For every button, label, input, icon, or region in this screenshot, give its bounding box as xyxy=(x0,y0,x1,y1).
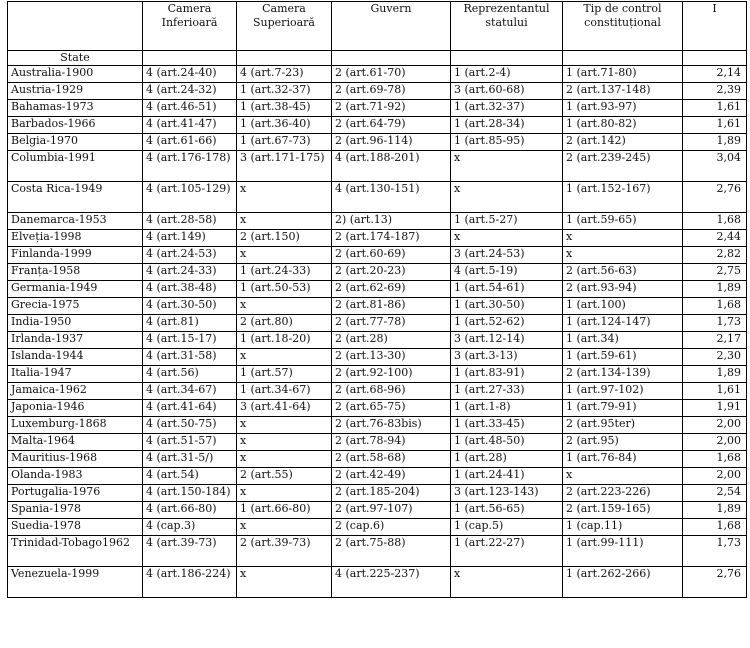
empty-cell xyxy=(563,51,683,66)
government-cell: 2 (art.77-78) xyxy=(332,315,451,332)
state-name-cell: Finlanda-1999 xyxy=(8,247,143,264)
lower-chamber-cell: 4 (art.41-64) xyxy=(143,400,237,417)
table-row xyxy=(8,502,747,519)
index-value-cell: 2,00 xyxy=(683,468,747,485)
constitutional-control-cell: x xyxy=(563,247,683,264)
index-value-cell: 1,61 xyxy=(683,100,747,117)
constitutional-control-cell: 1 (art.59-61) xyxy=(563,349,683,366)
table-row xyxy=(8,536,747,567)
state-name-cell: Grecia-1975 xyxy=(8,298,143,315)
table-row xyxy=(8,519,747,536)
state-label-row xyxy=(8,51,747,66)
constitutional-control-cell: 1 (art.80-82) xyxy=(563,117,683,134)
table-row xyxy=(8,451,747,468)
constitutional-control-cell: 1 (cap.11) xyxy=(563,519,683,536)
head-of-state-cell: 1 (art.5-27) xyxy=(451,213,563,230)
table-row xyxy=(8,264,747,281)
constitutional-control-cell: x xyxy=(563,468,683,485)
upper-chamber-cell: 2 (art.80) xyxy=(237,315,332,332)
head-of-state-cell: 3 (art.123-143) xyxy=(451,485,563,502)
state-name-cell: India-1950 xyxy=(8,315,143,332)
state-name-cell: Columbia-1991 xyxy=(8,151,143,182)
state-name-cell: Malta-1964 xyxy=(8,434,143,451)
index-value-cell: 1,68 xyxy=(683,298,747,315)
government-cell: 2 (art.174-187) xyxy=(332,230,451,247)
lower-chamber-cell: 4 (art.150-184) xyxy=(143,485,237,502)
lower-chamber-cell: 4 (art.24-33) xyxy=(143,264,237,281)
upper-chamber-cell: x xyxy=(237,213,332,230)
upper-chamber-cell: x xyxy=(237,485,332,502)
index-value-cell: 2,39 xyxy=(683,83,747,100)
state-name-cell: Barbados-1966 xyxy=(8,117,143,134)
state-name-cell: Costa Rica-1949 xyxy=(8,182,143,213)
index-value-cell: 1,68 xyxy=(683,519,747,536)
index-value-cell: 1,73 xyxy=(683,536,747,567)
empty-cell xyxy=(237,51,332,66)
upper-chamber-cell: x xyxy=(237,519,332,536)
lower-chamber-cell: 4 (art.81) xyxy=(143,315,237,332)
head-of-state-cell: 1 (art.48-50) xyxy=(451,434,563,451)
state-name-cell: Franța-1958 xyxy=(8,264,143,281)
lower-chamber-cell: 4 (art.105-129) xyxy=(143,182,237,213)
government-cell: 4 (art.130-151) xyxy=(332,182,451,213)
lower-chamber-cell: 4 (art.31-58) xyxy=(143,349,237,366)
index-value-cell: 2,54 xyxy=(683,485,747,502)
table-row xyxy=(8,332,747,349)
header-state-blank xyxy=(8,2,143,51)
head-of-state-cell: 1 (cap.5) xyxy=(451,519,563,536)
state-name-cell: Danemarca-1953 xyxy=(8,213,143,230)
head-of-state-cell: 1 (art.2-4) xyxy=(451,66,563,83)
government-cell: 2 (art.20-23) xyxy=(332,264,451,281)
table-row xyxy=(8,100,747,117)
lower-chamber-cell: 4 (art.39-73) xyxy=(143,536,237,567)
head-of-state-cell: 3 (art.3-13) xyxy=(451,349,563,366)
lower-chamber-cell: 4 (art.38-48) xyxy=(143,281,237,298)
lower-chamber-cell: 4 (art.28-58) xyxy=(143,213,237,230)
empty-cell xyxy=(332,51,451,66)
upper-chamber-cell: x xyxy=(237,298,332,315)
head-of-state-cell: x xyxy=(451,151,563,182)
table-row xyxy=(8,182,747,213)
upper-chamber-cell: 1 (art.36-40) xyxy=(237,117,332,134)
government-cell: 2 (art.42-49) xyxy=(332,468,451,485)
header-head-of-state: Reprezentantul statului xyxy=(451,2,563,51)
table-row xyxy=(8,567,747,598)
head-of-state-cell: 3 (art.24-53) xyxy=(451,247,563,264)
constitutional-control-cell: 1 (art.99-111) xyxy=(563,536,683,567)
index-value-cell: 2,00 xyxy=(683,417,747,434)
upper-chamber-cell: 3 (art.171-175) xyxy=(237,151,332,182)
table-row xyxy=(8,247,747,264)
government-cell: 2 (art.75-88) xyxy=(332,536,451,567)
lower-chamber-cell: 4 (art.24-32) xyxy=(143,83,237,100)
lower-chamber-cell: 4 (cap.3) xyxy=(143,519,237,536)
government-cell: 2 (art.97-107) xyxy=(332,502,451,519)
upper-chamber-cell: x xyxy=(237,349,332,366)
state-name-cell: Elveția-1998 xyxy=(8,230,143,247)
upper-chamber-cell: 4 (art.7-23) xyxy=(237,66,332,83)
state-name-cell: Belgia-1970 xyxy=(8,134,143,151)
index-value-cell: 2,76 xyxy=(683,182,747,213)
head-of-state-cell: 1 (art.28) xyxy=(451,451,563,468)
state-name-cell: Spania-1978 xyxy=(8,502,143,519)
header-row xyxy=(8,2,747,51)
table-row xyxy=(8,315,747,332)
index-value-cell: 1,68 xyxy=(683,451,747,468)
lower-chamber-cell: 4 (art.176-178) xyxy=(143,151,237,182)
index-value-cell: 1,89 xyxy=(683,366,747,383)
header-upper-chamber: Camera Superioară xyxy=(237,2,332,51)
upper-chamber-cell: 1 (art.57) xyxy=(237,366,332,383)
state-name-cell: Portugalia-1976 xyxy=(8,485,143,502)
lower-chamber-cell: 4 (art.31-5/) xyxy=(143,451,237,468)
table-row xyxy=(8,151,747,182)
upper-chamber-cell: x xyxy=(237,417,332,434)
index-value-cell: 1,89 xyxy=(683,281,747,298)
upper-chamber-cell: 1 (art.66-80) xyxy=(237,502,332,519)
header-lower-chamber: Camera Inferioară xyxy=(143,2,237,51)
index-value-cell: 1,89 xyxy=(683,502,747,519)
government-cell: 2 (art.185-204) xyxy=(332,485,451,502)
upper-chamber-cell: x xyxy=(237,434,332,451)
upper-chamber-cell: 1 (art.34-67) xyxy=(237,383,332,400)
upper-chamber-cell: 2 (art.55) xyxy=(237,468,332,485)
state-name-cell: Japonia-1946 xyxy=(8,400,143,417)
index-value-cell: 2,30 xyxy=(683,349,747,366)
government-cell: 2 (art.64-79) xyxy=(332,117,451,134)
index-value-cell: 2,76 xyxy=(683,567,747,598)
empty-cell xyxy=(451,51,563,66)
head-of-state-cell: 1 (art.22-27) xyxy=(451,536,563,567)
constitutional-control-cell: 1 (art.59-65) xyxy=(563,213,683,230)
constitutional-control-cell: 1 (art.93-97) xyxy=(563,100,683,117)
index-value-cell: 2,00 xyxy=(683,434,747,451)
upper-chamber-cell: 1 (art.50-53) xyxy=(237,281,332,298)
constitutional-control-cell: 1 (art.97-102) xyxy=(563,383,683,400)
state-name-cell: Austria-1929 xyxy=(8,83,143,100)
government-cell: 2 (art.68-96) xyxy=(332,383,451,400)
state-name-cell: Luxemburg-1868 xyxy=(8,417,143,434)
government-cell: 2 (art.61-70) xyxy=(332,66,451,83)
table-row xyxy=(8,468,747,485)
constitutional-control-cell: 2 (art.159-165) xyxy=(563,502,683,519)
table-row xyxy=(8,281,747,298)
table-row xyxy=(8,383,747,400)
constitutional-control-cell: 2 (art.56-63) xyxy=(563,264,683,281)
index-value-cell: 1,89 xyxy=(683,134,747,151)
lower-chamber-cell: 4 (art.41-47) xyxy=(143,117,237,134)
state-name-cell: Jamaica-1962 xyxy=(8,383,143,400)
constitutional-control-cell: 2 (art.95) xyxy=(563,434,683,451)
government-cell: 2 (art.62-69) xyxy=(332,281,451,298)
upper-chamber-cell: x xyxy=(237,567,332,598)
state-name-cell: Mauritius-1968 xyxy=(8,451,143,468)
index-value-cell: 1,68 xyxy=(683,213,747,230)
constitutional-control-cell: 1 (art.100) xyxy=(563,298,683,315)
constitutional-control-cell: 1 (art.152-167) xyxy=(563,182,683,213)
lower-chamber-cell: 4 (art.51-57) xyxy=(143,434,237,451)
government-cell: 2 (art.81-86) xyxy=(332,298,451,315)
government-cell: 4 (art.188-201) xyxy=(332,151,451,182)
head-of-state-cell: 1 (art.54-61) xyxy=(451,281,563,298)
table-row xyxy=(8,298,747,315)
state-name-cell: Trinidad-Tobago1962 xyxy=(8,536,143,567)
state-name-cell: Olanda-1983 xyxy=(8,468,143,485)
index-value-cell: 2,14 xyxy=(683,66,747,83)
lower-chamber-cell: 4 (art.24-40) xyxy=(143,66,237,83)
lower-chamber-cell: 4 (art.149) xyxy=(143,230,237,247)
index-value-cell: 3,04 xyxy=(683,151,747,182)
header-government: Guvern xyxy=(332,2,451,51)
index-value-cell: 1,61 xyxy=(683,383,747,400)
table-row xyxy=(8,417,747,434)
index-value-cell: 2,75 xyxy=(683,264,747,281)
head-of-state-cell: 4 (art.5-19) xyxy=(451,264,563,281)
government-cell: 2 (art.65-75) xyxy=(332,400,451,417)
constitutional-control-cell: 2 (art.93-94) xyxy=(563,281,683,298)
head-of-state-cell: 1 (art.28-34) xyxy=(451,117,563,134)
lower-chamber-cell: 4 (art.56) xyxy=(143,366,237,383)
constitutional-control-cell: 1 (art.79-91) xyxy=(563,400,683,417)
head-of-state-cell: x xyxy=(451,230,563,247)
constitutional-control-cell: 2 (art.95ter) xyxy=(563,417,683,434)
head-of-state-cell: 1 (art.56-65) xyxy=(451,502,563,519)
constitutional-control-cell: 2 (art.142) xyxy=(563,134,683,151)
state-name-cell: Irlanda-1937 xyxy=(8,332,143,349)
government-cell: 2 (art.71-92) xyxy=(332,100,451,117)
constitutional-control-cell: 2 (art.239-245) xyxy=(563,151,683,182)
header-constitutional-control: Tip de control constituțional xyxy=(563,2,683,51)
head-of-state-cell: 3 (art.12-14) xyxy=(451,332,563,349)
head-of-state-cell: 1 (art.27-33) xyxy=(451,383,563,400)
table-row xyxy=(8,117,747,134)
constitutional-control-cell: 2 (art.223-226) xyxy=(563,485,683,502)
table-row xyxy=(8,366,747,383)
constitutional-control-cell: 1 (art.34) xyxy=(563,332,683,349)
lower-chamber-cell: 4 (art.30-50) xyxy=(143,298,237,315)
table-row xyxy=(8,66,747,83)
head-of-state-cell: 1 (art.1-8) xyxy=(451,400,563,417)
head-of-state-cell: 1 (art.24-41) xyxy=(451,468,563,485)
government-cell: 2 (art.13-30) xyxy=(332,349,451,366)
index-value-cell: 2,82 xyxy=(683,247,747,264)
head-of-state-cell: 3 (art.60-68) xyxy=(451,83,563,100)
government-cell: 2 (art.76-83bis) xyxy=(332,417,451,434)
upper-chamber-cell: 1 (art.18-20) xyxy=(237,332,332,349)
government-cell: 2 (art.92-100) xyxy=(332,366,451,383)
upper-chamber-cell: 1 (art.38-45) xyxy=(237,100,332,117)
head-of-state-cell: 1 (art.85-95) xyxy=(451,134,563,151)
head-of-state-cell: 1 (art.52-62) xyxy=(451,315,563,332)
table-row xyxy=(8,349,747,366)
head-of-state-cell: x xyxy=(451,182,563,213)
upper-chamber-cell: x xyxy=(237,451,332,468)
upper-chamber-cell: 2 (art.39-73) xyxy=(237,536,332,567)
state-name-cell: Islanda-1944 xyxy=(8,349,143,366)
government-cell: 2) (art.13) xyxy=(332,213,451,230)
constitutional-control-cell: 1 (art.124-147) xyxy=(563,315,683,332)
constitutional-data-table xyxy=(7,1,747,598)
lower-chamber-cell: 4 (art.54) xyxy=(143,468,237,485)
index-value-cell: 2,17 xyxy=(683,332,747,349)
lower-chamber-cell: 4 (art.186-224) xyxy=(143,567,237,598)
state-name-cell: Venezuela-1999 xyxy=(8,567,143,598)
state-name-cell: Australia-1900 xyxy=(8,66,143,83)
table-row xyxy=(8,434,747,451)
lower-chamber-cell: 4 (art.50-75) xyxy=(143,417,237,434)
empty-cell xyxy=(143,51,237,66)
state-name-cell: Suedia-1978 xyxy=(8,519,143,536)
government-cell: 2 (art.28) xyxy=(332,332,451,349)
constitutional-control-cell: 1 (art.262-266) xyxy=(563,567,683,598)
government-cell: 2 (art.60-69) xyxy=(332,247,451,264)
state-name-cell: Italia-1947 xyxy=(8,366,143,383)
head-of-state-cell: 1 (art.32-37) xyxy=(451,100,563,117)
head-of-state-cell: x xyxy=(451,567,563,598)
index-value-cell: 1,73 xyxy=(683,315,747,332)
table-row xyxy=(8,485,747,502)
head-of-state-cell: 1 (art.30-50) xyxy=(451,298,563,315)
lower-chamber-cell: 4 (art.15-17) xyxy=(143,332,237,349)
lower-chamber-cell: 4 (art.34-67) xyxy=(143,383,237,400)
index-value-cell: 1,61 xyxy=(683,117,747,134)
head-of-state-cell: 1 (art.33-45) xyxy=(451,417,563,434)
table-row xyxy=(8,213,747,230)
upper-chamber-cell: 1 (art.67-73) xyxy=(237,134,332,151)
table-row xyxy=(8,400,747,417)
upper-chamber-cell: 3 (art.41-64) xyxy=(237,400,332,417)
state-name-cell: Germania-1949 xyxy=(8,281,143,298)
constitutional-control-cell: 1 (art.71-80) xyxy=(563,66,683,83)
table-row xyxy=(8,230,747,247)
index-value-cell: 2,44 xyxy=(683,230,747,247)
upper-chamber-cell: 1 (art.32-37) xyxy=(237,83,332,100)
table-row xyxy=(8,134,747,151)
head-of-state-cell: 1 (art.83-91) xyxy=(451,366,563,383)
state-column-label: State xyxy=(8,51,143,66)
constitutional-control-cell: 1 (art.76-84) xyxy=(563,451,683,468)
government-cell: 2 (art.69-78) xyxy=(332,83,451,100)
government-cell: 2 (cap.6) xyxy=(332,519,451,536)
upper-chamber-cell: x xyxy=(237,247,332,264)
upper-chamber-cell: x xyxy=(237,182,332,213)
lower-chamber-cell: 4 (art.61-66) xyxy=(143,134,237,151)
government-cell: 2 (art.58-68) xyxy=(332,451,451,468)
constitutional-control-cell: 2 (art.137-148) xyxy=(563,83,683,100)
index-value-cell: 1,91 xyxy=(683,400,747,417)
government-cell: 2 (art.78-94) xyxy=(332,434,451,451)
table-row xyxy=(8,83,747,100)
empty-cell xyxy=(683,51,747,66)
constitutional-control-cell: x xyxy=(563,230,683,247)
government-cell: 2 (art.96-114) xyxy=(332,134,451,151)
state-name-cell: Bahamas-1973 xyxy=(8,100,143,117)
government-cell: 4 (art.225-237) xyxy=(332,567,451,598)
header-index: I xyxy=(683,2,747,51)
lower-chamber-cell: 4 (art.66-80) xyxy=(143,502,237,519)
upper-chamber-cell: 1 (art.24-33) xyxy=(237,264,332,281)
lower-chamber-cell: 4 (art.24-53) xyxy=(143,247,237,264)
lower-chamber-cell: 4 (art.46-51) xyxy=(143,100,237,117)
upper-chamber-cell: 2 (art.150) xyxy=(237,230,332,247)
constitutional-control-cell: 2 (art.134-139) xyxy=(563,366,683,383)
